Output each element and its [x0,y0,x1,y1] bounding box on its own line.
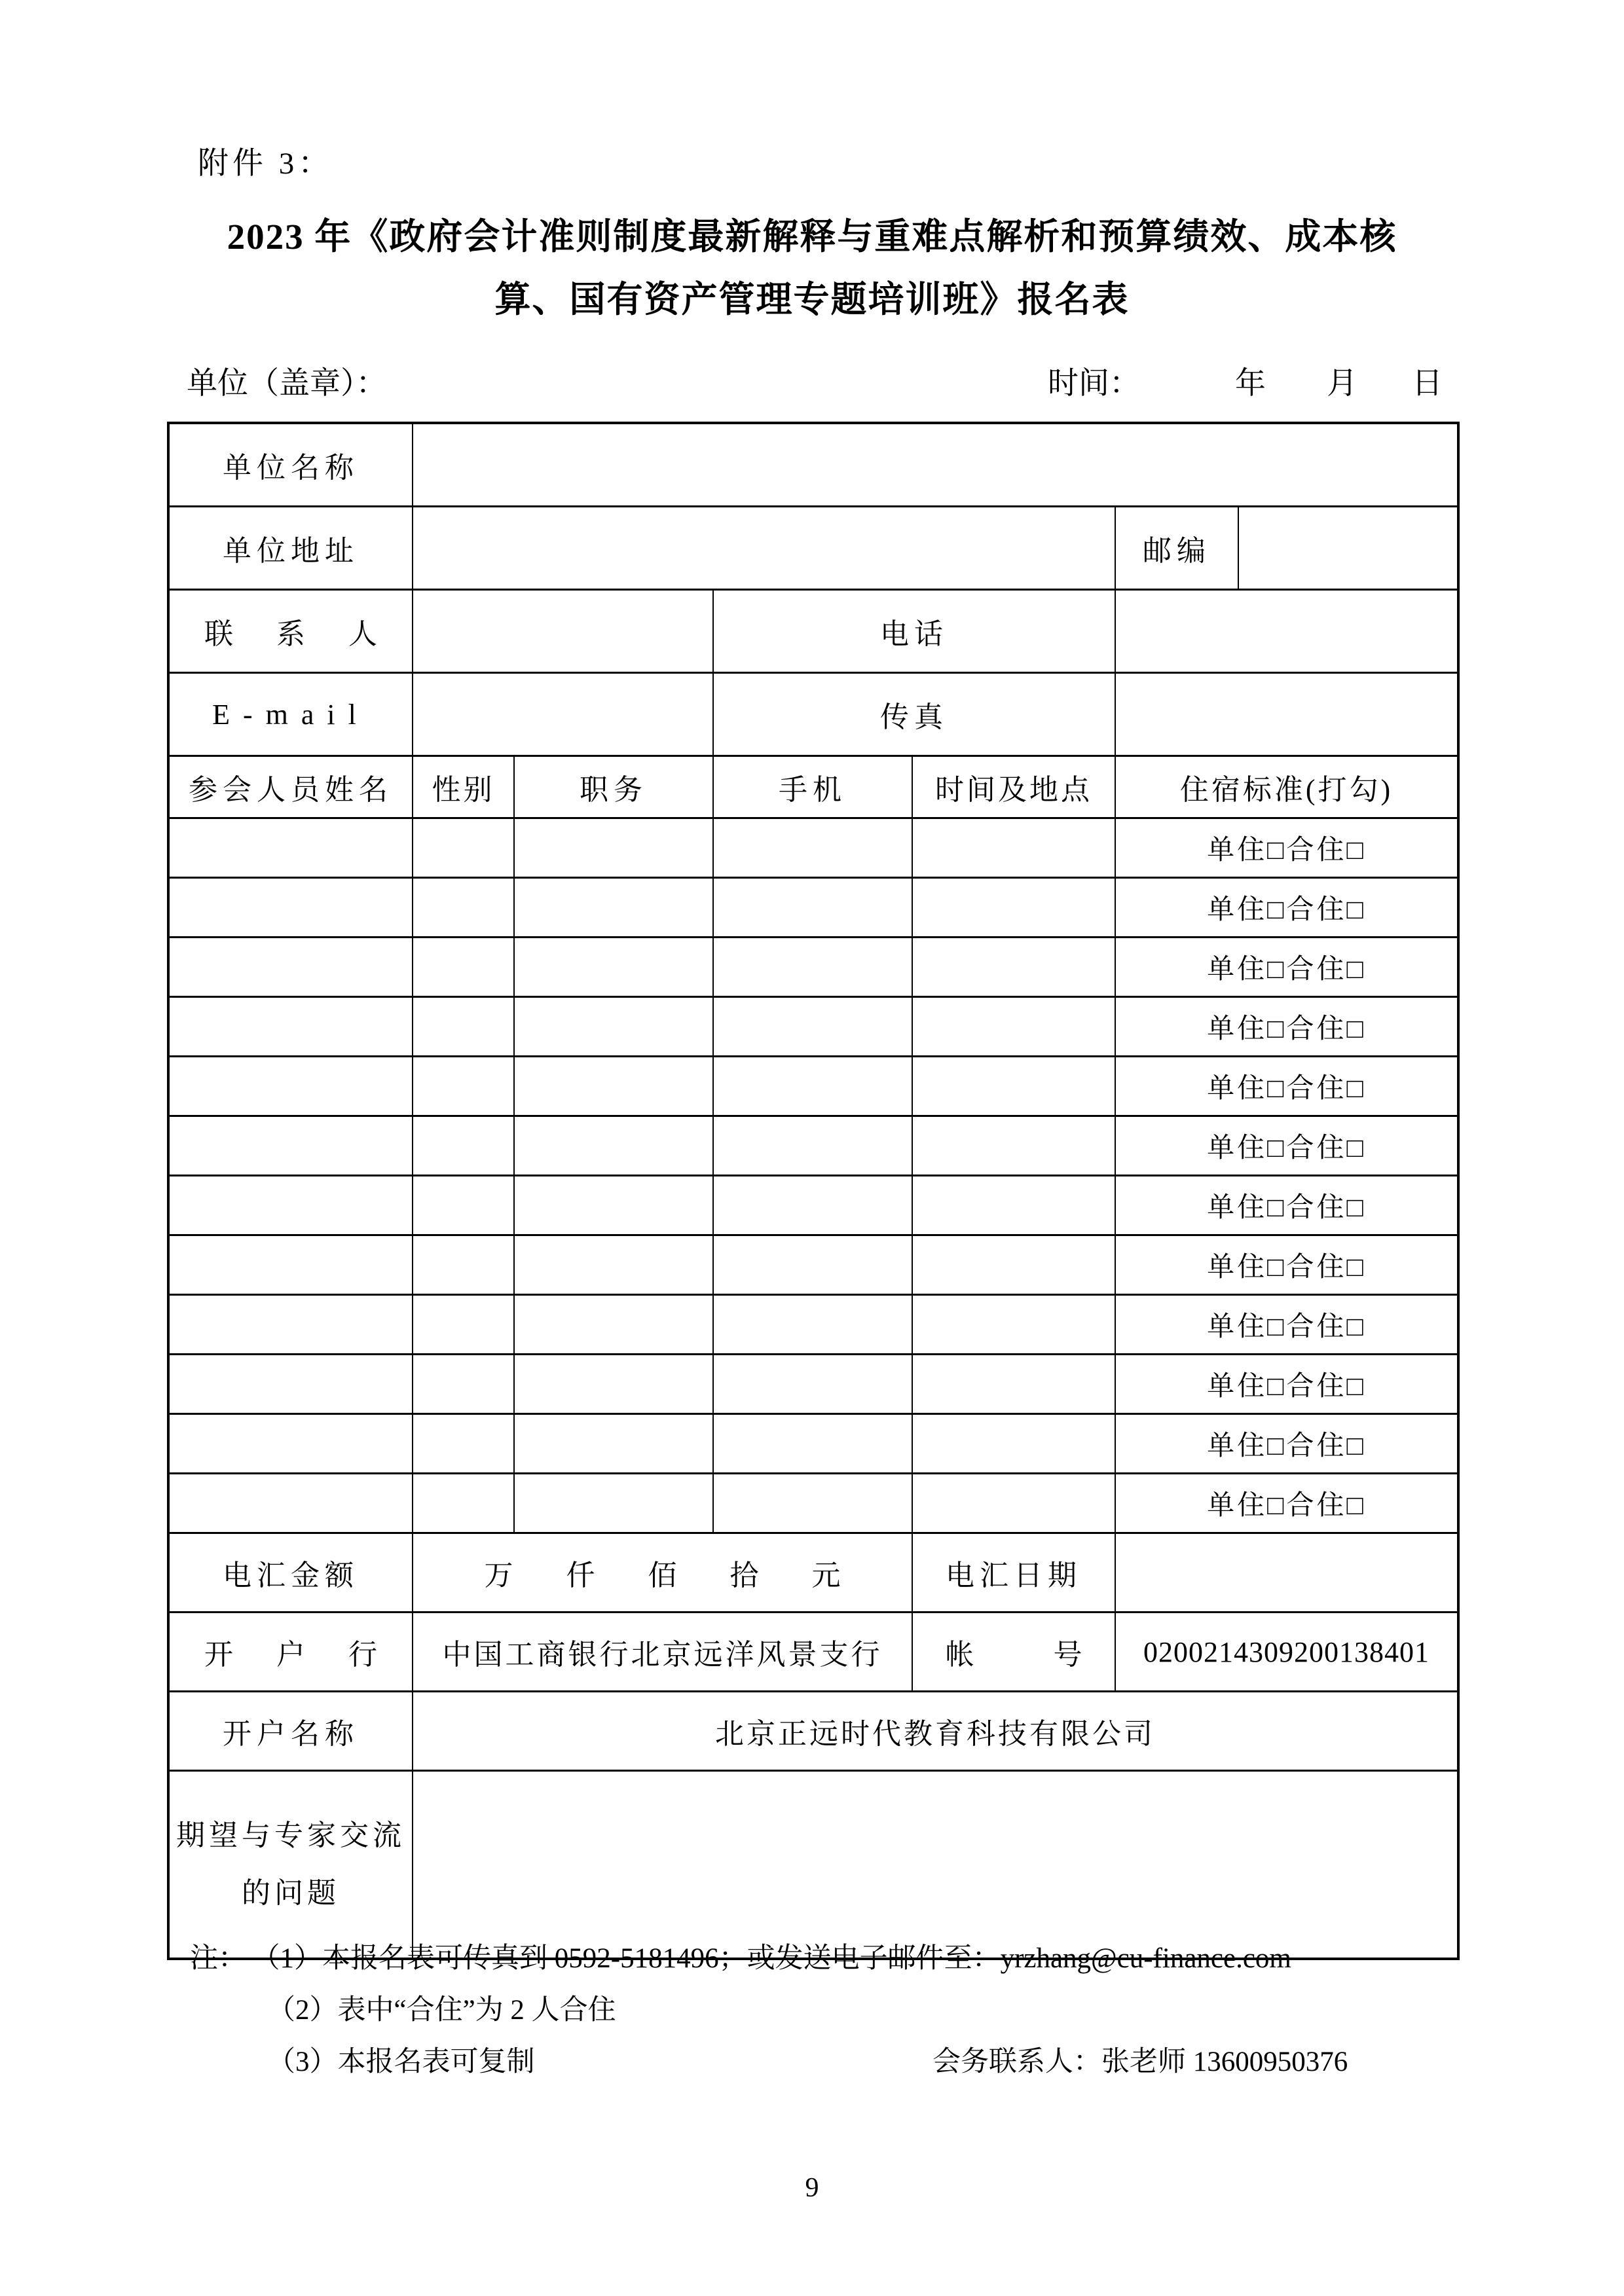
note-item-3: （3）本报名表可复制 [267,2047,535,2077]
participant-mobile-cell [713,938,912,997]
unit-address-label: 单位地址 [168,507,413,590]
participant-gender-cell [413,997,514,1057]
seal-and-date-row [0,359,1624,405]
participant-mobile-cell [713,1355,912,1414]
participant-mobile-cell [713,1116,912,1176]
participant-name-cell [168,1057,413,1116]
note-line-1 [190,1933,1291,1984]
form-title [0,206,1624,331]
participant-name-cell [168,818,413,878]
registration-table [167,422,1460,1960]
bank-label: 开 户 行 [168,1613,413,1692]
fax-value-cell [1115,673,1458,756]
mobile-header: 手机 [713,756,912,818]
participant-timeplace-cell [912,1176,1115,1235]
participant-row [168,938,1458,997]
participant-mobile-cell [713,1176,912,1235]
page-number: 9 [805,2173,819,2203]
form-title-line2: 算、国有资产管理专题培训班》报名表 [494,280,1130,319]
account-label: 帐 号 [912,1613,1115,1692]
participant-name-cell [168,997,413,1057]
participant-timeplace-cell [912,1295,1115,1355]
participant-gender-cell [413,1414,514,1474]
lodging-options: 单住□合住□ [1115,1116,1458,1176]
email-row [168,673,1458,756]
participant-gender-cell [413,938,514,997]
participant-timeplace-cell [912,878,1115,938]
time-place-header: 时间及地点 [912,756,1115,818]
remit-amount-row [168,1533,1458,1613]
participant-row [168,818,1458,878]
account-value: 0200214309200138401 [1115,1613,1458,1692]
participant-name-cell [168,1176,413,1235]
participant-name-cell [168,1414,413,1474]
participant-row [168,1057,1458,1116]
participant-gender-cell [413,1235,514,1295]
fax-label: 传真 [713,673,1115,756]
participant-gender-cell [413,1474,514,1533]
participant-position-cell [514,1057,713,1116]
note-item-1: （1）本报名表可传真到 0592-5181496；或发送电子邮件至：yrzhang@cu-finance.com [266,1943,1291,1974]
participant-row [168,1474,1458,1533]
participant-position-cell [514,1176,713,1235]
lodging-options: 单住□合住□ [1115,1235,1458,1295]
lodging-options: 单住□合住□ [1115,1355,1458,1414]
participant-position-cell [514,878,713,938]
participant-mobile-cell [713,1057,912,1116]
contact-value-cell [413,590,713,673]
lodging-options: 单住□合住□ [1115,997,1458,1057]
email-label: E-mail [168,673,413,756]
position-header: 职务 [514,756,713,818]
participant-name-cell [168,1116,413,1176]
participant-position-cell [514,997,713,1057]
day-label: 日 [1412,367,1443,401]
lodging-options: 单住□合住□ [1115,878,1458,938]
month-label: 月 [1327,367,1357,401]
participant-timeplace-cell [912,1414,1115,1474]
participant-gender-cell [413,818,514,878]
note-item-2: （2）表中“合住”为 2 人合住 [267,1995,616,2026]
participant-name-cell [168,1235,413,1295]
participant-timeplace-cell [912,1474,1115,1533]
participant-position-cell [514,1474,713,1533]
participant-timeplace-cell [912,1116,1115,1176]
year-label: 年 [1235,367,1266,401]
participant-row [168,997,1458,1057]
participant-gender-cell [413,1295,514,1355]
participant-mobile-cell [713,1235,912,1295]
participant-timeplace-cell [912,1355,1115,1414]
lodging-options: 单住□合住□ [1115,1474,1458,1533]
participant-row [168,1116,1458,1176]
participant-position-cell [514,1295,713,1355]
gender-header: 性别 [413,756,514,818]
time-label: 时间： [1048,367,1140,401]
questions-label: 期望与专家交流的问题 [168,1771,413,1959]
lodging-options: 单住□合住□ [1115,1414,1458,1474]
remit-date-value-cell [1115,1533,1458,1613]
participant-mobile-cell [713,818,912,878]
unit-address-value-cell [413,507,1115,590]
phone-value-cell [1115,590,1458,673]
participant-row [168,1295,1458,1355]
participant-name-cell [168,878,413,938]
form-title-line1: 2023 年《政府会计准则制度最新解释与重难点解析和预算绩效、成本核 [227,217,1397,257]
participant-row [168,1355,1458,1414]
participant-row [168,878,1458,938]
participant-name-cell [168,938,413,997]
participant-timeplace-cell [912,1235,1115,1295]
questions-value-cell [413,1771,1458,1959]
participant-name-cell [168,1474,413,1533]
lodging-header: 住宿标准(打勾) [1115,756,1458,818]
participant-row [168,1414,1458,1474]
participant-name-cell [168,1295,413,1355]
attachment-label: 附件 3： [198,147,333,181]
participant-gender-cell [413,1057,514,1116]
participant-position-cell [514,1355,713,1414]
participant-position-cell [514,1414,713,1474]
remit-amount-label: 电汇金额 [168,1533,413,1613]
participant-row [168,1235,1458,1295]
participants-header-row [168,756,1458,818]
participant-row [168,1176,1458,1235]
conference-contact: 会务联系人：张老师 13600950376 [932,2047,1348,2077]
participant-position-cell [514,1235,713,1295]
phone-label: 电话 [713,590,1115,673]
participant-name-cell [168,1355,413,1414]
participant-timeplace-cell [912,1057,1115,1116]
participant-mobile-cell [713,997,912,1057]
lodging-options: 单住□合住□ [1115,1057,1458,1116]
postcode-label: 邮编 [1115,507,1238,590]
contact-label: 联 系 人 [168,590,413,673]
lodging-options: 单住□合住□ [1115,938,1458,997]
participant-mobile-cell [713,878,912,938]
participant-position-cell [514,938,713,997]
participant-mobile-cell [713,1474,912,1533]
participant-timeplace-cell [912,818,1115,878]
bank-row [168,1613,1458,1692]
participant-position-cell [514,818,713,878]
bank-value: 中国工商银行北京远洋风景支行 [413,1613,912,1692]
participant-gender-cell [413,1176,514,1235]
notes-block [190,1933,1348,2088]
unit-seal-label: 单位（盖章）： [187,367,387,401]
participant-timeplace-cell [912,997,1115,1057]
remit-date-label: 电汇日期 [912,1533,1115,1613]
unit-name-row [168,423,1458,507]
account-name-label: 开户名称 [168,1692,413,1771]
participant-timeplace-cell [912,938,1115,997]
participant-gender-cell [413,878,514,938]
participant-gender-cell [413,1116,514,1176]
participant-mobile-cell [713,1414,912,1474]
participant-mobile-cell [713,1295,912,1355]
questions-row [168,1771,1458,1959]
email-value-cell [413,673,713,756]
lodging-options: 单住□合住□ [1115,1176,1458,1235]
unit-name-value-cell [413,423,1458,507]
contact-row [168,590,1458,673]
account-name-value: 北京正远时代教育科技有限公司 [413,1692,1458,1771]
lodging-options: 单住□合住□ [1115,818,1458,878]
account-name-row [168,1692,1458,1771]
unit-address-row [168,507,1458,590]
participant-name-header: 参会人员姓名 [168,756,413,818]
remit-amount-units: 万 仟 佰 拾 元 [413,1533,912,1613]
participant-gender-cell [413,1355,514,1414]
notes-prefix: 注： [190,1943,246,1974]
unit-name-label: 单位名称 [168,423,413,507]
postcode-value-cell [1238,507,1458,590]
participant-position-cell [514,1116,713,1176]
lodging-options: 单住□合住□ [1115,1295,1458,1355]
